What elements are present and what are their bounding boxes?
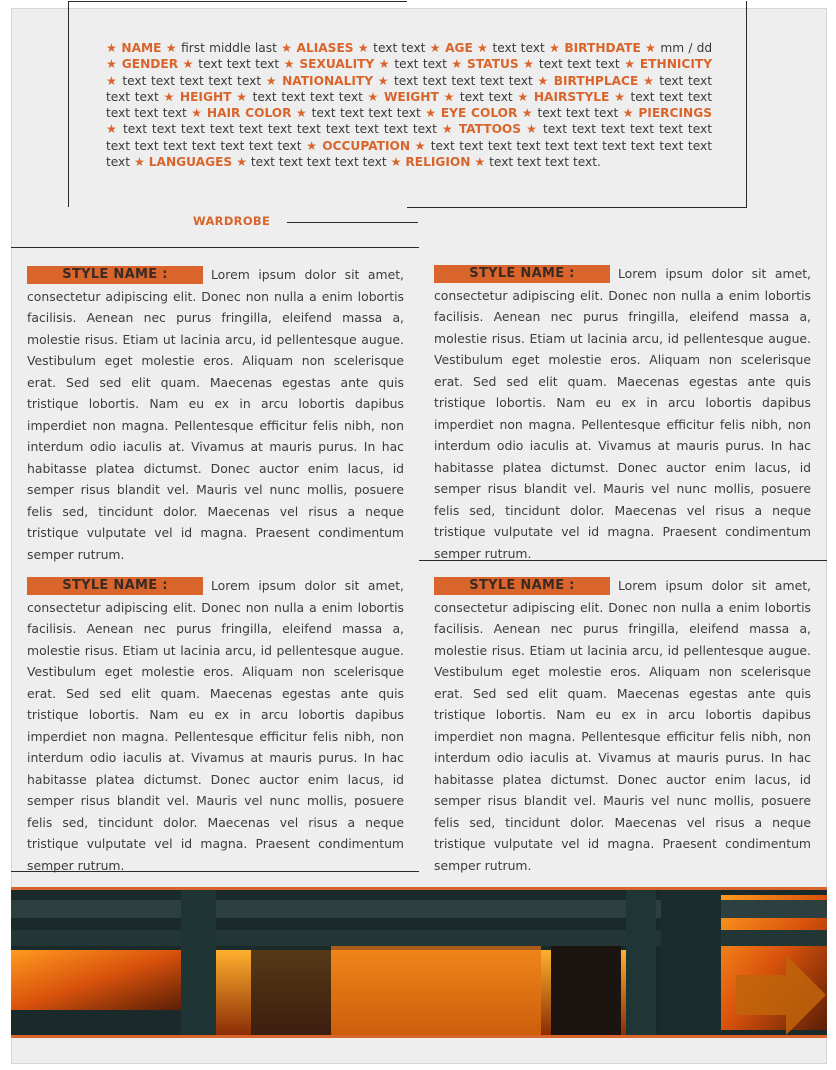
field-value: text text text text text text — [106, 89, 713, 121]
field-value: mm / dd — [660, 41, 713, 55]
field-separator-star: ★ — [614, 89, 631, 104]
field-label: TATTOOS — [458, 122, 522, 137]
decorative-banner-image — [11, 887, 827, 1040]
wardrobe-entry-3 — [27, 575, 404, 876]
field-value: text text text text text — [250, 155, 387, 170]
field-value: text text text text — [252, 89, 363, 104]
field-label: RELIGION — [405, 155, 471, 170]
field-value: text text text text. — [489, 155, 601, 170]
style-name-tag: STYLE NAME : — [27, 266, 203, 284]
field-separator-star: ★ — [477, 41, 493, 55]
field-separator-star: ★ — [165, 41, 182, 55]
wardrobe-rule — [287, 222, 418, 223]
field-label: HEIGHT — [179, 89, 232, 104]
wardrobe-entry-1 — [27, 264, 404, 565]
divider-left-top — [11, 247, 419, 248]
field-label: HAIR COLOR — [206, 106, 292, 121]
field-label: HAIRSTYLE — [533, 89, 610, 104]
field-value: text text text text text text text text text text text — [122, 122, 437, 137]
style-name-tag: STYLE NAME : — [27, 577, 203, 595]
field-label: BIRTHPLACE — [553, 73, 639, 88]
field-value: text text text text text — [393, 73, 533, 88]
field-separator-star: ★ — [378, 57, 395, 72]
field-value: text text text — [537, 106, 619, 121]
field-separator-star: ★ — [265, 73, 283, 88]
field-label: LANGUAGES — [148, 155, 233, 170]
field-separator-star: ★ — [441, 122, 459, 137]
field-separator-star: ★ — [357, 41, 374, 55]
field-label: OCCUPATION — [322, 138, 411, 153]
field-separator-star: ★ — [526, 122, 543, 137]
wardrobe-entry-2 — [434, 263, 811, 564]
field-value: text text text text text — [122, 73, 262, 88]
field-value: text text text — [538, 57, 620, 72]
field-label: AGE — [445, 41, 473, 55]
field-separator-star: ★ — [236, 89, 253, 104]
field-value: text text text text — [106, 73, 713, 104]
field-separator-star: ★ — [106, 73, 123, 88]
field-label: ETHNICITY — [639, 57, 713, 72]
field-separator-star: ★ — [106, 57, 122, 72]
field-separator-star: ★ — [622, 106, 639, 121]
field-separator-star: ★ — [642, 73, 660, 88]
field-separator-star: ★ — [548, 41, 565, 55]
field-separator-star: ★ — [163, 89, 180, 104]
field-value: text text text — [198, 57, 280, 72]
field-separator-star: ★ — [521, 106, 538, 121]
field-separator-star: ★ — [377, 73, 394, 88]
field-separator-star: ★ — [624, 57, 640, 72]
entry-body: Lorem ipsum dolor sit amet, consectetur adipiscing elit. Donec non nulla a enim lobortis facilisis. Aenean nec purus fringilla, eleifend massa a, molestie risus. Etiam ut lacinia arcu, id pellentesque augue. Vestibulum eget molestie eros. Aliquam non scelerisque erat. Sed sed elit quam. Maecenas egestas ante quis tristique lobortis. Nam eu ex in arcu lobortis dapibus imperdiet non magna. Pellentesque efficitur felis nibh, non interdum odio iaculis at. Vivamus at mauris purus. In hac habitasse platea dictumst. Donec auctor enim lacus, id semper risus blandit vel. Mauris vel nunc mollis, posuere felis sed, tincidunt dolor. Maecenas vel risus a neque tristique vulputate vel id magna. Praesent condimentum semper rutrum. — [434, 578, 811, 873]
field-label: SEXUALITY — [299, 57, 375, 72]
field-separator-star: ★ — [429, 41, 446, 55]
field-value: text text — [373, 41, 426, 55]
field-value: text text — [492, 41, 545, 55]
field-label: STATUS — [467, 57, 519, 72]
field-label: PIERCINGS — [638, 106, 713, 121]
field-separator-star: ★ — [425, 106, 441, 121]
field-separator-star: ★ — [517, 89, 534, 104]
field-separator-star: ★ — [537, 73, 554, 88]
field-separator-star: ★ — [390, 155, 406, 170]
wardrobe-entry-4 — [434, 575, 811, 876]
field-separator-star: ★ — [283, 57, 300, 72]
character-info-text — [106, 40, 712, 170]
field-separator-star: ★ — [474, 155, 490, 170]
field-separator-star: ★ — [523, 57, 539, 72]
entry-body: Lorem ipsum dolor sit amet, consectetur adipiscing elit. Donec non nulla a enim lobortis facilisis. Aenean nec purus fringilla, eleifend massa a, molestie risus. Etiam ut lacinia arcu, id pellentesque augue. Vestibulum eget molestie eros. Aliquam non scelerisque erat. Sed sed elit quam. Maecenas egestas ante quis tristique lobortis. Nam eu ex in arcu lobortis dapibus imperdiet non magna. Pellentesque efficitur felis nibh, non interdum odio iaculis at. Vivamus at mauris purus. In hac habitasse platea dictumst. Donec auctor enim lacus, id semper risus blandit vel. Mauris vel nunc mollis, posuere felis sed, tincidunt dolor. Maecenas vel risus a neque tristique vulputate vel id magna. Praesent condimentum semper rutrum. — [27, 578, 404, 873]
field-separator-star: ★ — [451, 57, 468, 72]
field-value: text text — [394, 57, 447, 72]
field-label: WEIGHT — [383, 89, 439, 104]
field-separator-star: ★ — [182, 57, 199, 72]
field-value: first middle last — [181, 41, 277, 55]
field-separator-star: ★ — [295, 106, 312, 121]
field-value: text text — [459, 89, 513, 104]
field-label: NATIONALITY — [282, 73, 374, 88]
banner-artwork — [11, 890, 827, 1040]
field-label: ALIASES — [296, 41, 354, 55]
field-label: BIRTHDATE — [564, 41, 641, 55]
entry-body: Lorem ipsum dolor sit amet, consectetur adipiscing elit. Donec non nulla a enim lobortis facilisis. Aenean nec purus fringilla, eleifend massa a, molestie risus. Etiam ut lacinia arcu, id pellentesque augue. Vestibulum eget molestie eros. Aliquam non scelerisque erat. Sed sed elit quam. Maecenas egestas ante quis tristique lobortis. Nam eu ex in arcu lobortis dapibus imperdiet non magna. Pellentesque efficitur felis nibh, non interdum odio iaculis at. Vivamus at mauris purus. In hac habitasse platea dictumst. Donec auctor enim lacus, id semper risus blandit vel. Mauris vel nunc mollis, posuere felis sed, tincidunt dolor. Maecenas vel risus a neque tristique vulputate vel id magna. Praesent condimentum semper rutrum. — [27, 267, 404, 562]
field-value: text text text text text text text text text text text — [106, 138, 712, 170]
field-separator-star: ★ — [414, 138, 431, 153]
field-separator-star: ★ — [281, 41, 297, 55]
field-separator-star: ★ — [443, 89, 460, 104]
field-label: NAME — [121, 41, 162, 55]
field-value: text text text text text text text text text text text text text — [106, 122, 712, 153]
style-name-tag: STYLE NAME : — [434, 577, 610, 595]
field-label: GENDER — [121, 57, 179, 72]
field-separator-star: ★ — [236, 155, 251, 170]
field-value: text text text text — [311, 106, 421, 121]
wardrobe-heading: WARDROBE — [193, 214, 271, 228]
field-separator-star: ★ — [367, 89, 384, 104]
field-label: EYE COLOR — [440, 106, 518, 121]
field-separator-star: ★ — [106, 41, 122, 55]
entry-body: Lorem ipsum dolor sit amet, consectetur adipiscing elit. Donec non nulla a enim lobortis facilisis. Aenean nec purus fringilla, eleifend massa a, molestie risus. Etiam ut lacinia arcu, id pellentesque augue. Vestibulum eget molestie eros. Aliquam non scelerisque erat. Sed sed elit quam. Maecenas egestas ante quis tristique lobortis. Nam eu ex in arcu lobortis dapibus imperdiet non magna. Pellentesque efficitur felis nibh, non interdum odio iaculis at. Vivamus at mauris purus. In hac habitasse platea dictumst. Donec auctor enim lacus, id semper risus blandit vel. Mauris vel nunc mollis, posuere felis sed, tincidunt dolor. Maecenas vel risus a neque tristique vulputate vel id magna. Praesent condimentum semper rutrum. — [434, 266, 811, 561]
field-separator-star: ★ — [306, 138, 323, 153]
field-separator-star: ★ — [191, 106, 207, 121]
field-separator-star: ★ — [133, 155, 149, 170]
style-name-tag: STYLE NAME : — [434, 265, 610, 283]
field-separator-star: ★ — [644, 41, 661, 55]
field-separator-star: ★ — [106, 122, 123, 137]
